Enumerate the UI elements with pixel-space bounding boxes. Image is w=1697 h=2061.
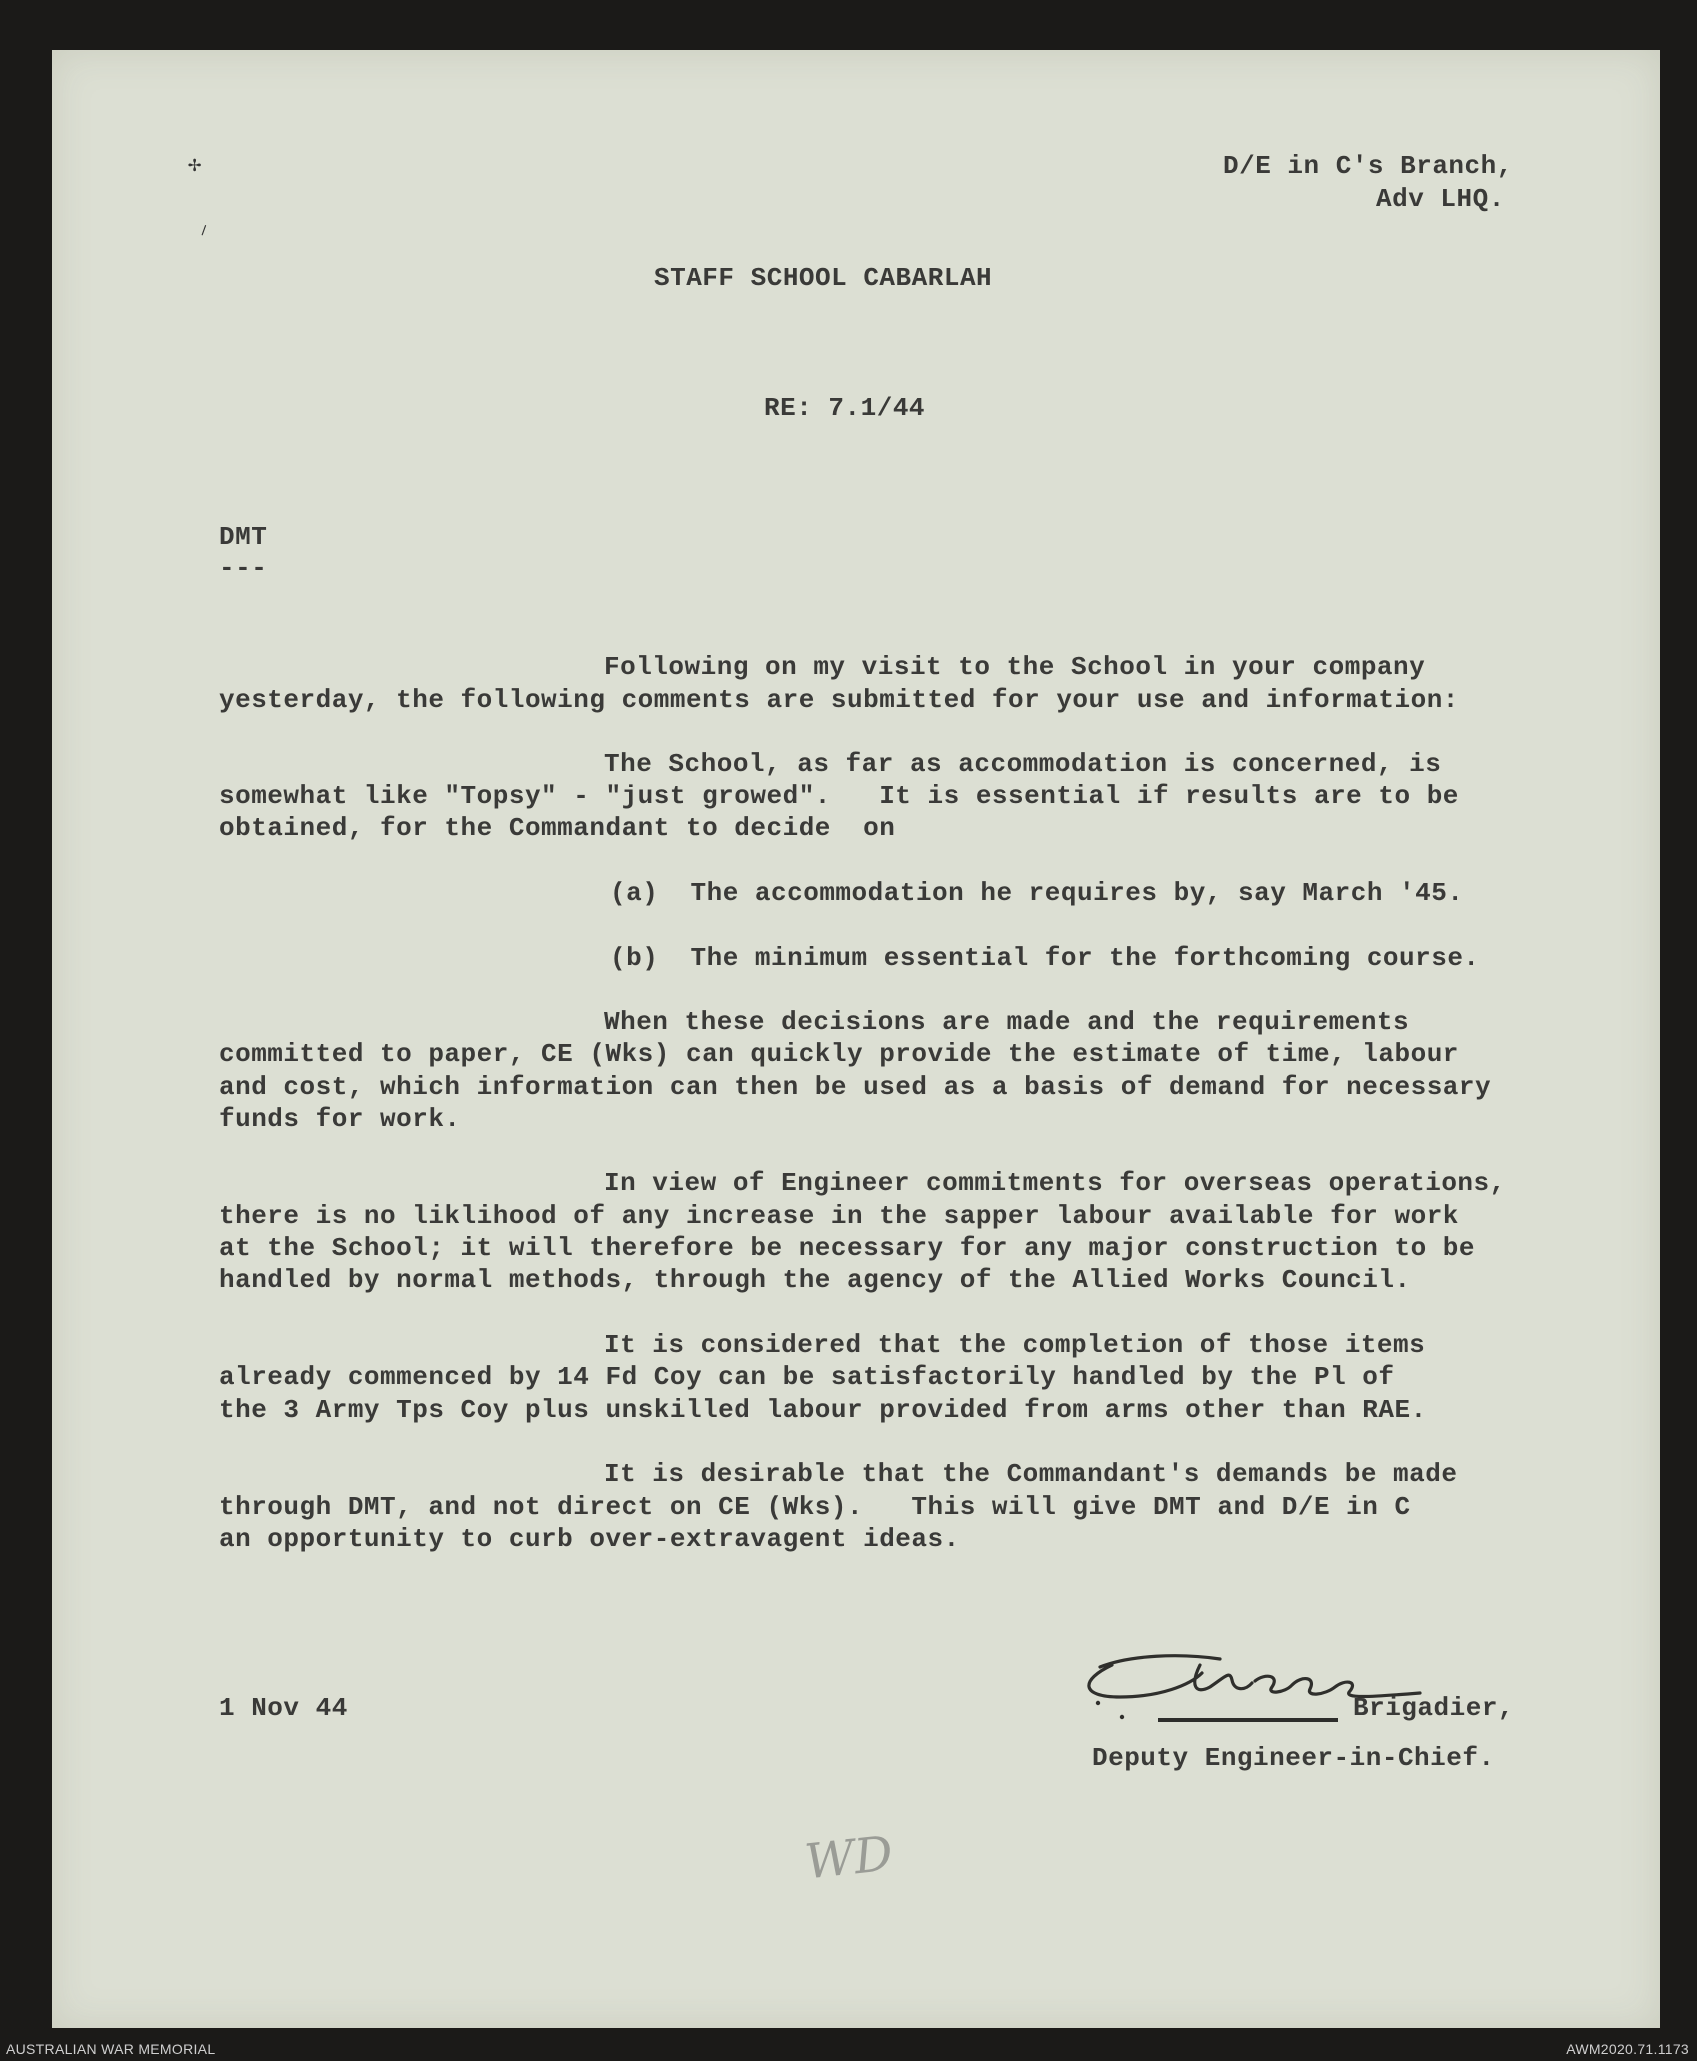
pencil-annotation: WD	[802, 1825, 896, 1891]
paragraph-5-line-1: It is considered that the completion of those items	[604, 1330, 1426, 1360]
list-item-b: (b) The minimum essential for the forthcoming course.	[610, 943, 1480, 973]
addressee-underline: ---	[219, 553, 268, 583]
paragraph-4-line-3: at the School; it will therefore be necessary for any major construction to be	[219, 1233, 1475, 1263]
paragraph-3-line-1: When these decisions are made and the requirements	[604, 1007, 1410, 1037]
paragraph-5-line-2: already commenced by 14 Fd Coy can be satisfactorily handled by the Pl of	[219, 1362, 1395, 1392]
paragraph-2-line-2: somewhat like "Topsy" - "just growed". It is essential if results are to be	[219, 781, 1459, 811]
paragraph-2-line-3: obtained, for the Commandant to decide on	[219, 813, 896, 843]
paragraph-2-line-1: The School, as far as accommodation is concerned, is	[604, 749, 1442, 779]
paragraph-6-line-2: through DMT, and not direct on CE (Wks). This will give DMT and D/E in C	[219, 1492, 1411, 1522]
paragraph-3-line-3: and cost, which information can then be used as a basis of demand for necessary	[219, 1072, 1492, 1102]
signatory-rank: Brigadier,	[1353, 1693, 1515, 1723]
document-date: 1 Nov 44	[219, 1693, 348, 1723]
reference-number: RE: 7.1/44	[764, 393, 926, 423]
branch-line-1: D/E in C's Branch,	[1223, 151, 1513, 181]
paragraph-4-line-4: handled by normal methods, through the agency of the Allied Works Council.	[219, 1265, 1411, 1295]
punch-mark: ✢	[188, 153, 202, 178]
paragraph-3-line-4: funds for work.	[219, 1104, 461, 1134]
paragraph-4-line-2: there is no liklihood of any increase in the sapper labour available for work	[219, 1201, 1459, 1231]
footer-accession-number: AWM2020.71.1173	[1566, 2041, 1689, 2057]
paragraph-6-line-3: an opportunity to curb over-extravagent ideas.	[219, 1524, 960, 1554]
paragraph-6-line-1: It is desirable that the Commandant's demands be made	[604, 1459, 1458, 1489]
addressee: DMT	[219, 522, 268, 552]
paragraph-4-line-1: In view of Engineer commitments for overseas operations,	[604, 1168, 1506, 1198]
paragraph-1-line-1: Following on my visit to the School in your company	[604, 652, 1426, 682]
paragraph-3-line-2: committed to paper, CE (Wks) can quickly provide the estimate of time, labour	[219, 1039, 1459, 1069]
document-title: STAFF SCHOOL CABARLAH	[654, 263, 993, 293]
list-item-a: (a) The accommodation he requires by, say March '45.	[610, 878, 1464, 908]
paragraph-1-line-2: yesterday, the following comments are submitted for your use and information:	[219, 685, 1459, 715]
signatory-title: Deputy Engineer-in-Chief.	[1092, 1743, 1495, 1773]
punch-mark: ⸝	[192, 213, 213, 241]
footer-source: AUSTRALIAN WAR MEMORIAL	[6, 2041, 216, 2057]
signature-line	[1158, 1718, 1338, 1722]
branch-line-2: Adv LHQ.	[1376, 184, 1505, 214]
paragraph-5-line-3: the 3 Army Tps Coy plus unskilled labour provided from arms other than RAE.	[219, 1395, 1427, 1425]
